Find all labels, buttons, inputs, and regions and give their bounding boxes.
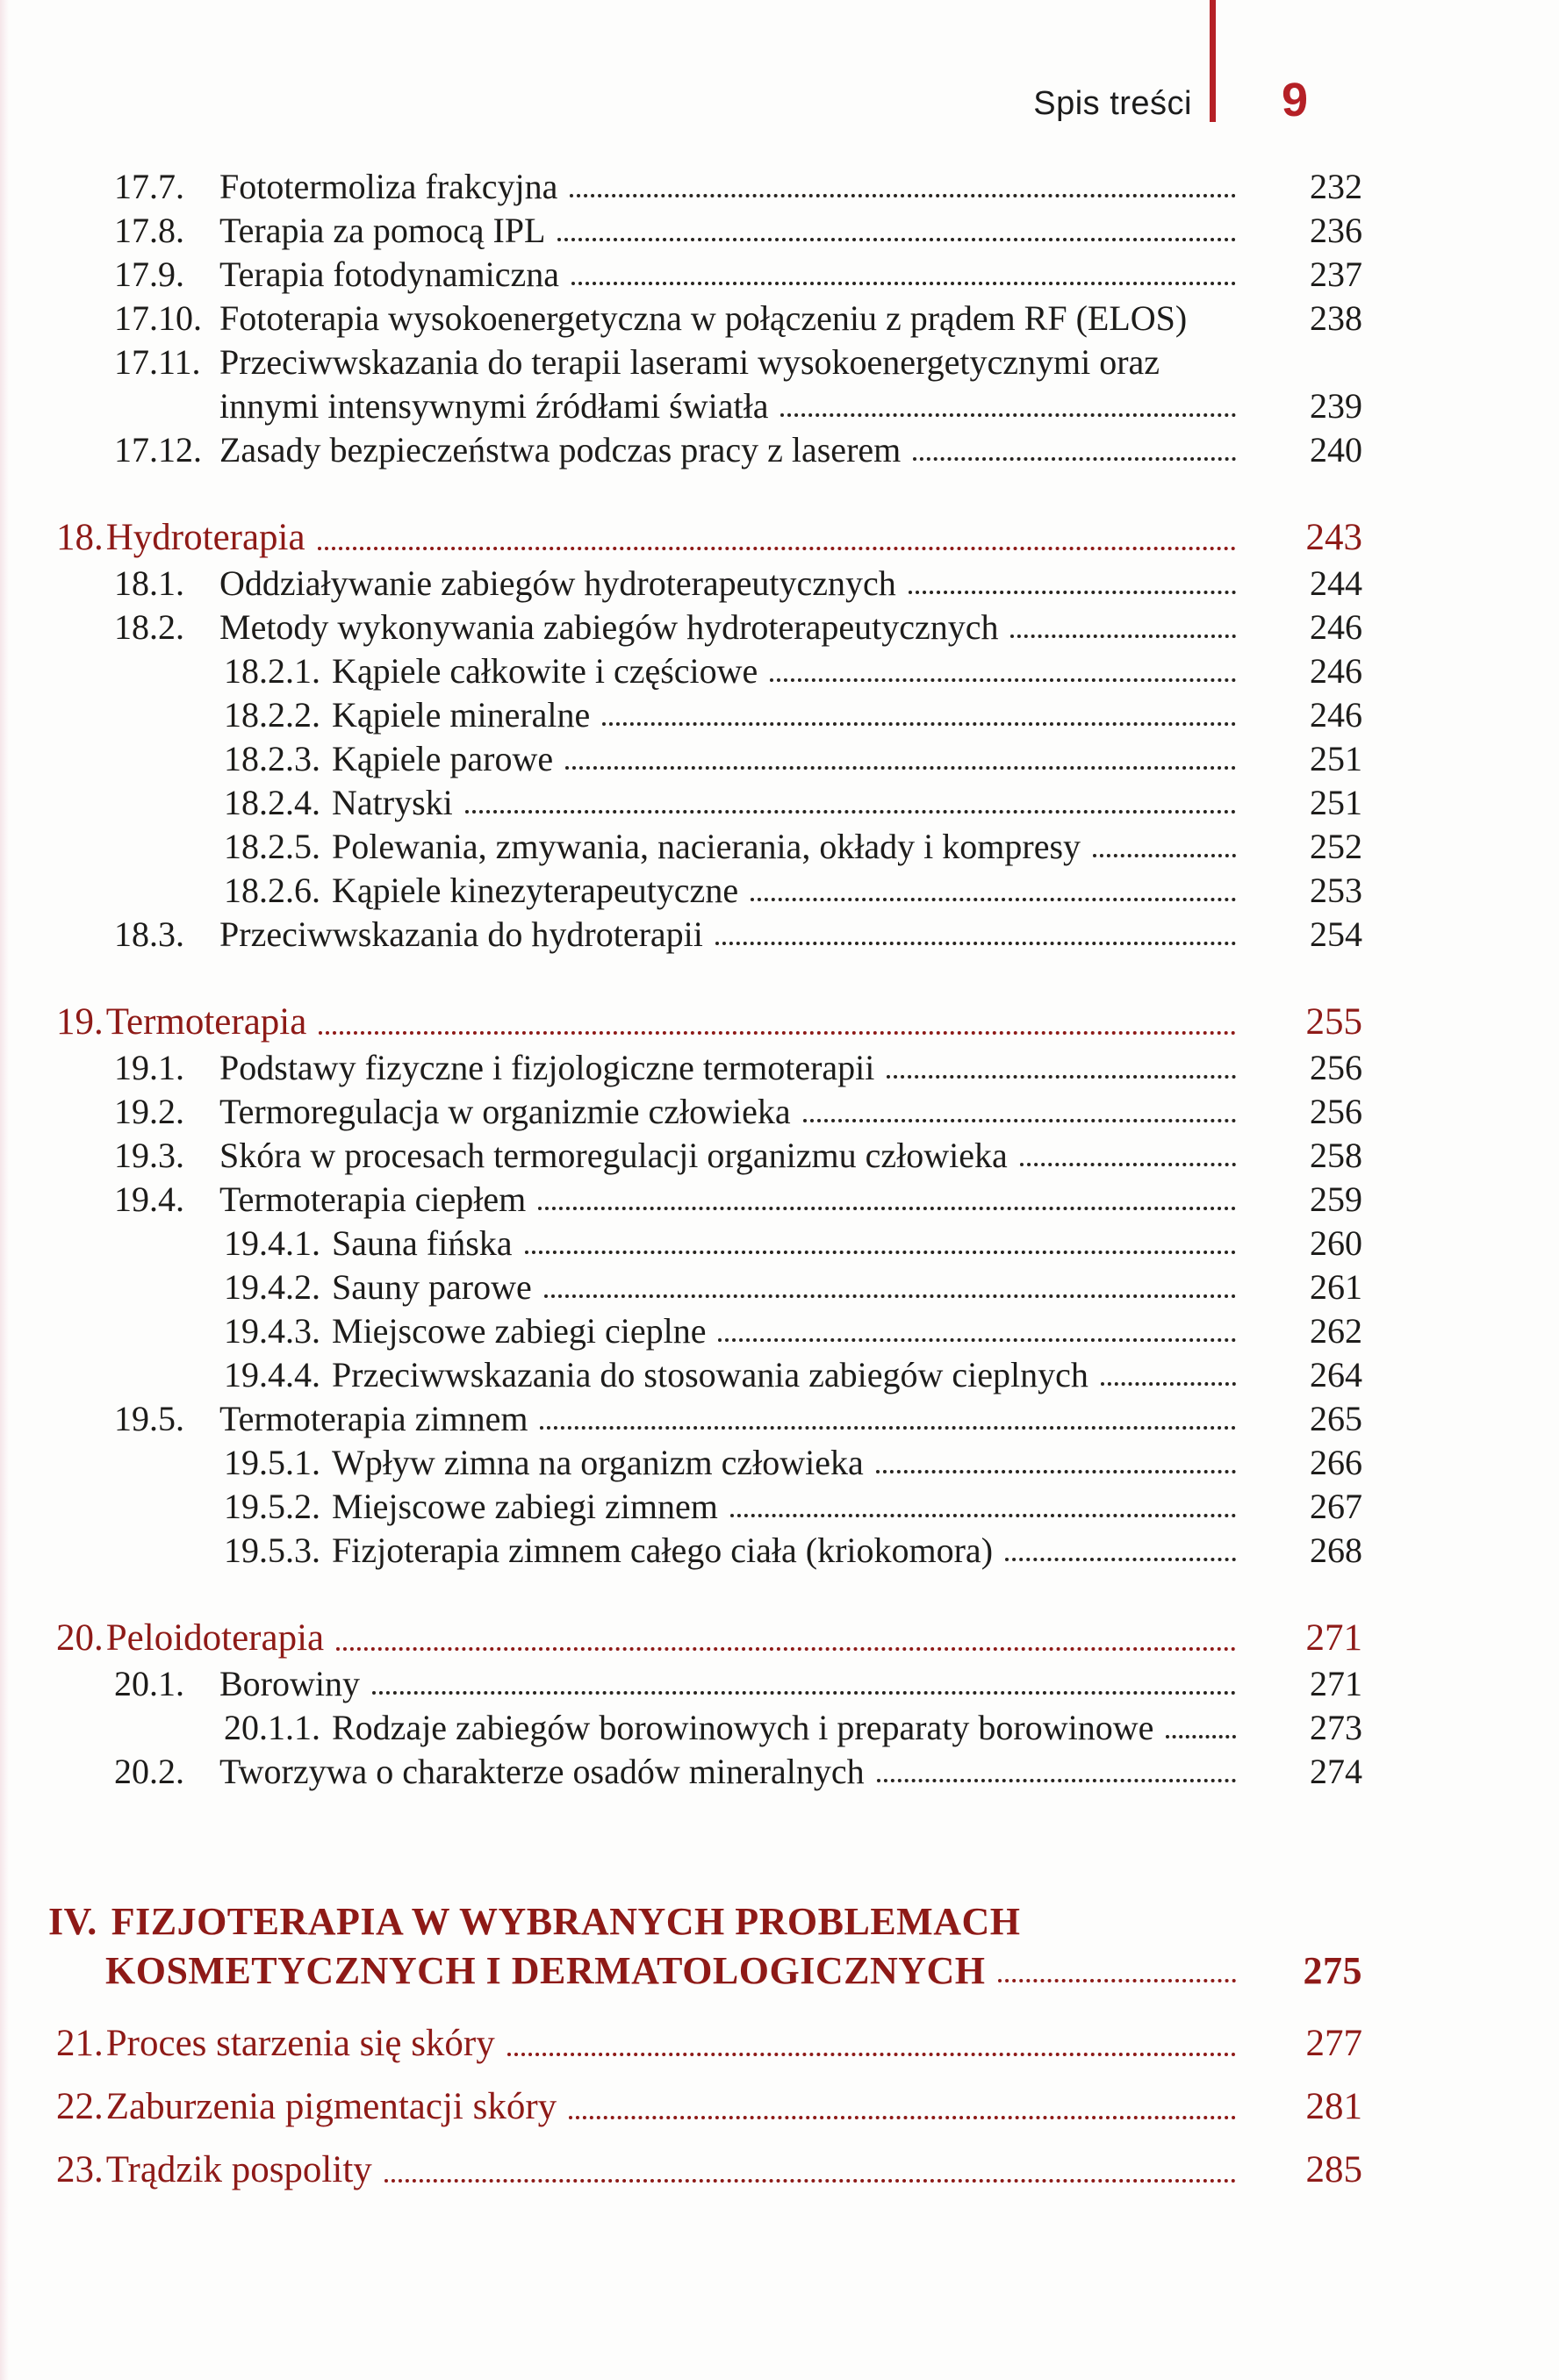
toc-entry <box>0 1946 1559 1996</box>
toc-entry <box>0 1706 1559 1750</box>
entry-title: Rodzaje zabiegów borowinowych i preparaty borowinowe <box>332 1708 1154 1747</box>
toc-entry <box>0 341 1559 384</box>
dot-leader <box>569 2116 1236 2119</box>
entry-number: 19.2. <box>114 1092 184 1131</box>
entry-title: Metody wykonywania zabiegów hydroterapeutycznych <box>219 607 999 647</box>
entry-number: 19. <box>56 1001 104 1043</box>
toc-entry <box>0 1750 1559 1794</box>
page-number: 267 <box>1310 1487 1362 1526</box>
entry-number: 19.4.2. <box>224 1267 320 1307</box>
entry-title: KOSMETYCZNYCH I DERMATOLOGICZNYCH <box>105 1949 986 1992</box>
dot-leader <box>1010 634 1236 638</box>
page-number: 256 <box>1310 1048 1362 1087</box>
entry-number: 19.5.1. <box>224 1443 320 1482</box>
toc-entry <box>0 913 1559 957</box>
entry-title: Wpływ zimna na organizm człowieka <box>332 1443 864 1482</box>
entry-title: Przeciwwskazania do hydroterapii <box>219 914 703 954</box>
dot-leader <box>525 1251 1236 1254</box>
toc-entry <box>0 428 1559 472</box>
page-number: 246 <box>1310 607 1362 647</box>
page-number: 275 <box>1303 1949 1362 1992</box>
entry-title: Borowiny <box>219 1664 360 1703</box>
entry-title: Fototermoliza frakcyjna <box>219 167 558 206</box>
page-number: 251 <box>1310 739 1362 778</box>
toc-entry <box>0 2020 1559 2068</box>
entry-number: 18.2.4. <box>224 783 320 822</box>
toc-entry <box>0 1529 1559 1573</box>
dot-leader <box>909 591 1236 594</box>
entry-number: 17.8. <box>114 211 184 250</box>
dot-leader <box>507 2053 1236 2056</box>
page-number: 237 <box>1310 254 1362 294</box>
toc-entry <box>0 514 1559 562</box>
toc-entry <box>0 1441 1559 1485</box>
toc-entry <box>0 869 1559 913</box>
toc-entry <box>0 1897 1559 1946</box>
entry-number: 18.1. <box>114 563 184 603</box>
entry-number: 19.4. <box>114 1179 184 1219</box>
entry-title: Terapia za pomocą IPL <box>219 211 546 250</box>
page-number: 243 <box>1305 517 1362 558</box>
dot-leader <box>540 1426 1236 1430</box>
dot-leader <box>465 810 1236 814</box>
entry-number: 20.1. <box>114 1664 184 1703</box>
dot-leader <box>887 1075 1236 1079</box>
entry-title: Skóra w procesach termoregulacji organizmu człowieka <box>219 1136 1008 1175</box>
dot-leader <box>602 722 1236 726</box>
dot-leader <box>319 1031 1236 1035</box>
page-number: 253 <box>1310 871 1362 910</box>
toc-entry <box>0 253 1559 297</box>
entry-title: Termoterapia <box>105 1001 307 1043</box>
dot-leader <box>318 547 1236 550</box>
entry-number: 18.2.6. <box>224 871 320 910</box>
page-number: 262 <box>1310 1311 1362 1351</box>
entry-title: Trądzik pospolity <box>105 2149 372 2190</box>
toc-entry <box>0 562 1559 606</box>
entry-title: Przeciwwskazania do stosowania zabiegów cieplnych <box>332 1355 1088 1394</box>
dot-leader <box>913 457 1236 461</box>
page-number: 273 <box>1310 1708 1362 1747</box>
entry-number: 18.2.3. <box>224 739 320 778</box>
page-number: 256 <box>1310 1092 1362 1131</box>
entry-number: 20. <box>56 1617 104 1659</box>
page-number: 239 <box>1310 386 1362 426</box>
toc-entry <box>0 999 1559 1046</box>
page-number: 274 <box>1310 1752 1362 1791</box>
toc-entry <box>0 1485 1559 1529</box>
toc-entry <box>0 2147 1559 2194</box>
dot-leader <box>1093 854 1236 857</box>
entry-number: 20.2. <box>114 1752 184 1791</box>
toc-entry <box>0 737 1559 781</box>
page-number: 281 <box>1305 2086 1362 2127</box>
entry-number: 18.2. <box>114 607 184 647</box>
page-number: 271 <box>1305 1617 1362 1659</box>
dot-leader <box>336 1647 1236 1651</box>
page-number: 238 <box>1310 298 1362 338</box>
entry-title: FIZJOTERAPIA W WYBRANYCH PROBLEMACH <box>111 1900 1021 1943</box>
dot-leader <box>1199 326 1236 329</box>
entry-number: IV. <box>48 1900 97 1943</box>
entry-title: Miejscowe zabiegi cieplne <box>332 1311 707 1351</box>
toc-entry <box>0 1265 1559 1309</box>
dot-leader <box>715 942 1236 945</box>
dot-leader <box>998 1979 1236 1982</box>
entry-title: Podstawy fizyczne i fizjologiczne termoterapii <box>219 1048 875 1087</box>
page-number: 266 <box>1310 1443 1362 1482</box>
page-number: 240 <box>1310 430 1362 470</box>
entry-number: 17.7. <box>114 167 184 206</box>
page-number: 261 <box>1310 1267 1362 1307</box>
entry-number: 17.10. <box>114 298 202 338</box>
dot-leader <box>877 1779 1236 1782</box>
page-number-badge: 9 <box>1282 74 1309 126</box>
dot-leader <box>803 1119 1236 1122</box>
entry-title: Oddziaływanie zabiegów hydroterapeutycznych <box>219 563 896 603</box>
toc-entry <box>0 649 1559 693</box>
entry-number: 19.4.4. <box>224 1355 320 1394</box>
entry-title: Terapia fotodynamiczna <box>219 254 560 294</box>
page-number: 246 <box>1310 651 1362 691</box>
dot-leader <box>730 1514 1236 1517</box>
dot-leader <box>780 413 1236 417</box>
entry-title: Hydroterapia <box>105 517 305 558</box>
entry-title: Termoterapia zimnem <box>219 1399 528 1438</box>
toc-entry <box>0 825 1559 869</box>
dot-leader <box>544 1294 1236 1298</box>
entry-number: 17.11. <box>114 342 201 382</box>
toc-entry <box>0 297 1559 341</box>
page-number: 264 <box>1310 1355 1362 1394</box>
page-number: 259 <box>1310 1179 1362 1219</box>
page-number: 285 <box>1305 2149 1362 2190</box>
entry-title: Kąpiele całkowite i częściowe <box>332 651 758 691</box>
toc-entry <box>0 1397 1559 1441</box>
toc-entry <box>0 1046 1559 1090</box>
toc-entry <box>0 1662 1559 1706</box>
entry-number: 19.5.2. <box>224 1487 320 1526</box>
entry-number: 18.2.5. <box>224 827 320 866</box>
toc-entry <box>0 1134 1559 1178</box>
toc-entry <box>0 1222 1559 1265</box>
entry-title: Kąpiele mineralne <box>332 695 591 735</box>
entry-number: 18.2.2. <box>224 695 320 735</box>
entry-title: Zasady bezpieczeństwa podczas pracy z laserem <box>219 430 902 470</box>
entry-title: Sauny parowe <box>332 1267 532 1307</box>
page-number: 258 <box>1310 1136 1362 1175</box>
entry-number: 19.5. <box>114 1399 184 1438</box>
page-number: 268 <box>1310 1531 1362 1570</box>
toc-entry <box>0 693 1559 737</box>
entry-title: Proces starzenia się skóry <box>105 2023 495 2064</box>
toc-entry <box>0 1090 1559 1134</box>
dot-leader <box>538 1207 1236 1210</box>
entry-title: Zaburzenia pigmentacji skóry <box>105 2086 557 2127</box>
page-number: 236 <box>1310 211 1362 250</box>
entry-title: Przeciwwskazania do terapii laserami wysokoenergetycznymi oraz <box>219 342 1160 382</box>
entry-title: Peloidoterapia <box>105 1617 325 1659</box>
page-number: 277 <box>1305 2023 1362 2064</box>
entry-number: 18. <box>56 517 104 558</box>
page-number: 260 <box>1310 1223 1362 1263</box>
dot-leader <box>1166 1735 1236 1738</box>
dot-leader <box>384 2179 1236 2183</box>
entry-title: Fototerapia wysokoenergetyczna w połączeniu z prądem RF (ELOS) <box>219 298 1188 338</box>
dot-leader <box>876 1470 1236 1473</box>
entry-title: Miejscowe zabiegi zimnem <box>332 1487 718 1526</box>
entry-number: 19.4.3. <box>224 1311 320 1351</box>
toc-entry <box>0 1615 1559 1662</box>
entry-number: 19.5.3. <box>224 1531 320 1570</box>
entry-title: Polewania, zmywania, nacierania, okłady i kompresy <box>332 827 1081 866</box>
entry-number: 19.3. <box>114 1136 184 1175</box>
entry-title: Tworzywa o charakterze osadów mineralnych <box>219 1752 865 1791</box>
dot-leader <box>571 282 1236 285</box>
entry-number: 17.12. <box>114 430 202 470</box>
toc-entry <box>0 606 1559 649</box>
entry-title: innymi intensywnymi źródłami światła <box>219 386 769 426</box>
entry-title: Kąpiele kinezyterapeutyczne <box>332 871 739 910</box>
page-number: 265 <box>1310 1399 1362 1438</box>
toc-entry <box>0 165 1559 209</box>
dot-leader <box>1005 1558 1236 1561</box>
entry-number: 18.2.1. <box>224 651 320 691</box>
dot-leader <box>718 1338 1236 1342</box>
page-number: 252 <box>1310 827 1362 866</box>
page-number: 244 <box>1310 563 1362 603</box>
toc-entry <box>0 1309 1559 1353</box>
entry-number: 18.3. <box>114 914 184 954</box>
dot-leader <box>1020 1163 1236 1166</box>
page-number: 271 <box>1310 1664 1362 1703</box>
entry-title: Termoterapia ciepłem <box>219 1179 527 1219</box>
toc-entry <box>0 384 1559 428</box>
entry-title: Termoregulacja w organizmie człowieka <box>219 1092 791 1131</box>
entry-number: 22. <box>56 2086 104 2127</box>
page-number: 251 <box>1310 783 1362 822</box>
page-header-title: Spis treści <box>1033 85 1192 122</box>
entry-number: 23. <box>56 2149 104 2190</box>
dot-leader <box>570 194 1236 197</box>
toc-entry <box>0 1178 1559 1222</box>
entry-number: 19.4.1. <box>224 1223 320 1263</box>
entry-number: 19.1. <box>114 1048 184 1087</box>
entry-number: 17.9. <box>114 254 184 294</box>
entry-number: 20.1.1. <box>224 1708 320 1747</box>
dot-leader <box>565 766 1236 770</box>
toc-entry <box>0 781 1559 825</box>
entry-number: 21. <box>56 2023 104 2064</box>
toc-entry <box>0 2083 1559 2131</box>
page-number: 254 <box>1310 914 1362 954</box>
page-number: 255 <box>1305 1001 1362 1043</box>
entry-title: Kąpiele parowe <box>332 739 554 778</box>
page-number: 246 <box>1310 695 1362 735</box>
toc-entry <box>0 1353 1559 1397</box>
dot-leader <box>557 238 1236 241</box>
entry-title: Natryski <box>332 783 453 822</box>
dot-leader <box>751 898 1236 901</box>
toc-entry <box>0 209 1559 253</box>
dot-leader <box>770 678 1236 682</box>
dot-leader <box>1101 1382 1236 1386</box>
dot-leader <box>372 1691 1236 1695</box>
page-number: 232 <box>1310 167 1362 206</box>
entry-title: Fizjoterapia zimnem całego ciała (kriokomora) <box>332 1531 994 1570</box>
entry-title: Sauna fińska <box>332 1223 513 1263</box>
